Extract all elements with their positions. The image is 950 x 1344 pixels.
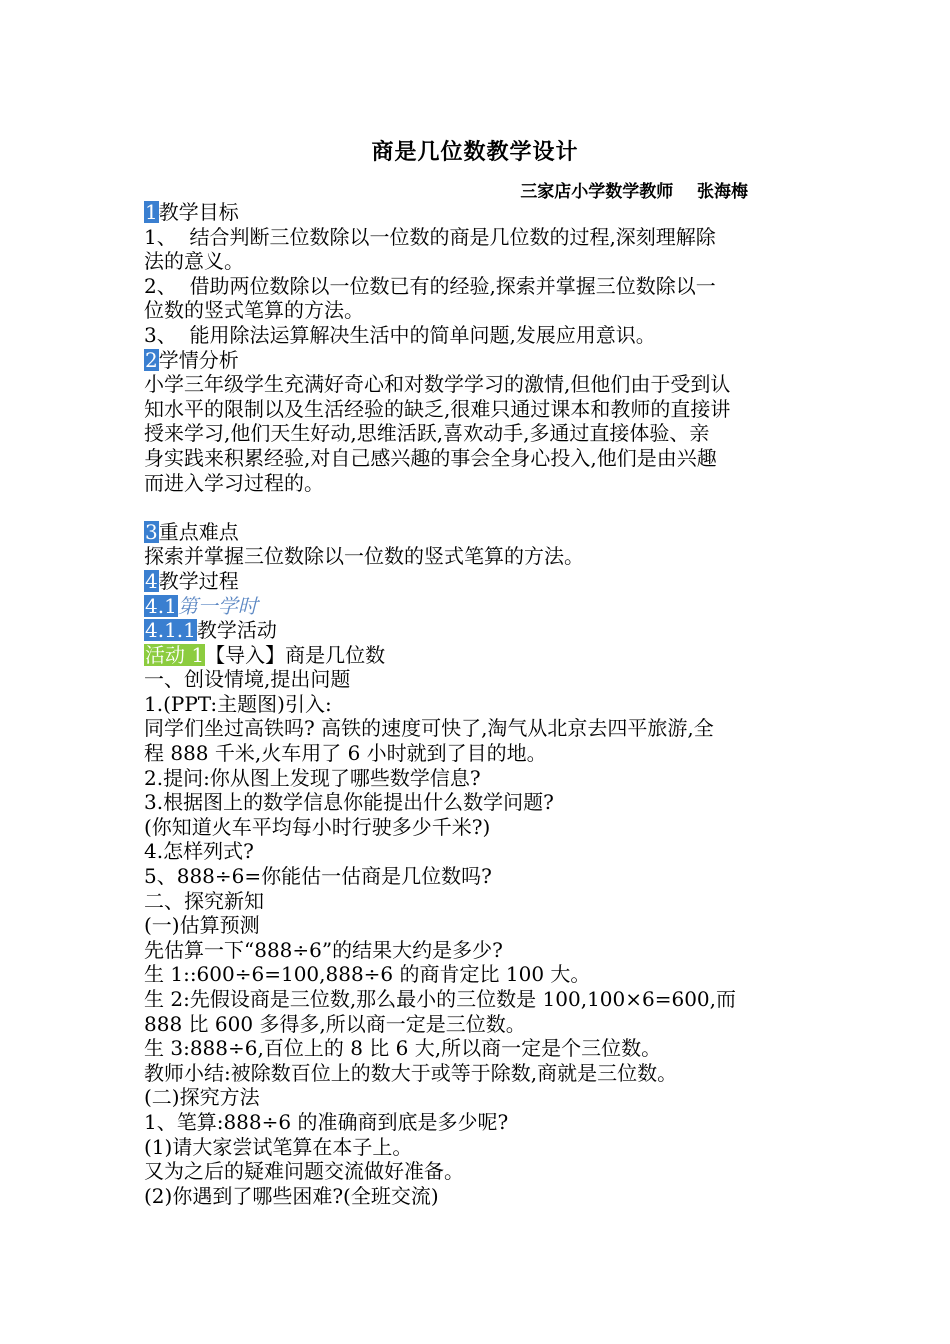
paragraph-line: (二)探究方法 xyxy=(144,1085,260,1110)
document-title: 商是几位数教学设计 xyxy=(371,139,579,165)
paragraph-line: 888 比 600 多得多,所以商一定是三位数。 xyxy=(144,1011,526,1036)
section-number-badge: 1 xyxy=(145,200,158,224)
paragraph-line: (1)请大家尝试笔算在本子上。 xyxy=(144,1134,413,1159)
paragraph-line: 知水平的限制以及生活经验的缺乏,很难只通过课本和教师的直接讲 xyxy=(144,396,731,421)
paragraph-line: (一)估算预测 xyxy=(144,913,260,938)
paragraph-line: 1、 结合判断三位数除以一位数的商是几位数的过程,深刻理解除 xyxy=(144,224,716,249)
paragraph-line: 法的意义。 xyxy=(144,249,244,274)
section-heading-process xyxy=(144,569,810,594)
blank-line xyxy=(144,495,810,520)
activity-badge: 活动 1 xyxy=(145,642,205,667)
section-heading-objectives xyxy=(144,200,810,225)
paragraph-line: (你知道火车平均每小时行驶多少千米?) xyxy=(144,814,491,839)
paragraph-line: 3、 能用除法运算解决生活中的简单问题,发展应用意识。 xyxy=(144,322,656,347)
paragraph-line: 又为之后的疑难问题交流做好准备。 xyxy=(144,1159,464,1184)
paragraph-line: 身实践来积累经验,对自己感兴趣的事会全身心投入,他们是由兴趣 xyxy=(144,445,717,470)
paragraph-line: 授来学习,他们天生好动,思维活跃,喜欢动手,多通过直接体验、亲 xyxy=(144,421,710,446)
paragraph-line: 1、笔算:888÷6 的准确商到底是多少呢? xyxy=(144,1109,509,1134)
subsection-number-badge: 4.1 xyxy=(145,593,177,618)
paragraph-line: 程 888 千米,火车用了 6 小时就到了目的地。 xyxy=(144,741,547,766)
section-heading-key-points xyxy=(144,520,810,545)
subsection-heading-activities xyxy=(144,618,810,643)
paragraph-line: 生 1::600÷6=100,888÷6 的商肯定比 100 大。 xyxy=(144,962,591,987)
section-title: 重点难点 xyxy=(158,519,239,544)
section-title: 学情分析 xyxy=(158,347,239,372)
section-heading-analysis xyxy=(144,348,810,373)
paragraph-line: 2、 借助两位数除以一位数已有的经验,探索并掌握三位数除以一 xyxy=(144,273,716,298)
paragraph-line: 位数的竖式笔算的方法。 xyxy=(144,298,364,323)
paragraph-line: 生 3:888÷6,百位上的 8 比 6 大,所以商一定是个三位数。 xyxy=(144,1036,662,1061)
document-body xyxy=(144,200,810,1208)
paragraph-line: 同学们坐过高铁吗? 高铁的速度可快了,淘气从北京去四平旅游,全 xyxy=(144,716,714,741)
document-author: 三家店小学数学教师 张海梅 xyxy=(520,182,748,202)
paragraph-line: 而进入学习过程的。 xyxy=(144,470,324,495)
subsection-title: 教学活动 xyxy=(196,618,277,643)
paragraph-line: 教师小结:被除数百位上的数大于或等于除数,商就是三位数。 xyxy=(144,1060,678,1085)
paragraph-line: 先估算一下“888÷6”的结果大约是多少? xyxy=(144,937,503,962)
paragraph-line: 1.(PPT:主题图)引入: xyxy=(144,691,332,716)
activity-title: 【导入】商是几位数 xyxy=(205,642,386,667)
subsection-heading-lesson xyxy=(144,594,810,619)
section-number-badge: 2 xyxy=(145,347,158,372)
subsection-title: 第一学时 xyxy=(177,593,258,618)
paragraph-line: 一、创设情境,提出问题 xyxy=(144,667,351,692)
paragraph-line: 生 2:先假设商是三位数,那么最小的三位数是 100,100×6=600,而 xyxy=(144,987,737,1011)
section-title: 教学目标 xyxy=(158,200,239,224)
section-number-badge: 4 xyxy=(145,568,158,593)
paragraph-line: 探索并掌握三位数除以一位数的竖式笔算的方法。 xyxy=(144,544,584,569)
paragraph-line: 5、888÷6=你能估一估商是几位数吗? xyxy=(144,864,492,889)
paragraph-line: 二、探究新知 xyxy=(144,888,264,913)
paragraph-line: (2)你遇到了哪些困难?(全班交流) xyxy=(144,1183,439,1208)
subsection-number-badge: 4.1.1 xyxy=(145,618,196,643)
paragraph-line: 2.提问:你从图上发现了哪些数学信息? xyxy=(144,765,481,790)
section-number-badge: 3 xyxy=(145,519,158,544)
paragraph-line: 3.根据图上的数学信息你能提出什么数学问题? xyxy=(144,790,554,815)
paragraph-line: 小学三年级学生充满好奇心和对数学学习的激情,但他们由于受到认 xyxy=(144,372,731,397)
section-title: 教学过程 xyxy=(158,568,239,593)
paragraph-line: 4.怎样列式? xyxy=(144,839,254,864)
activity-heading xyxy=(144,643,810,668)
